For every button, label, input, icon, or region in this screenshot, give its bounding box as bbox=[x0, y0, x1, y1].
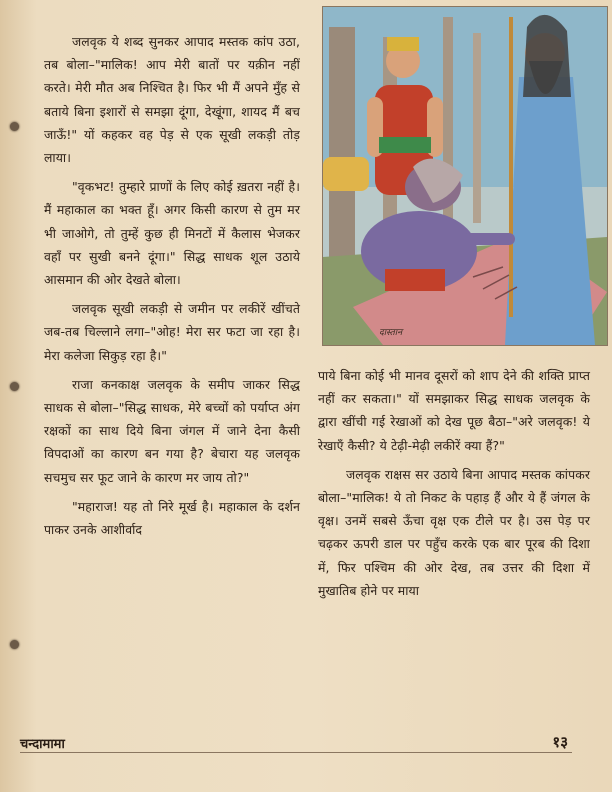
paragraph: "वृकभट! तुम्हारे प्राणों के लिए कोई ख़तरा नहीं है। मैं महाकाल का भक्त हूँ। अगर किसी कारण से तुम मर भी जाओगे, तो तुम्हें कुछ ही मिनटों में कैलास भेजकर वहाँ पर सुखी बनने दूंगा।" सिद्ध साधक शूल उठाये आसमान की ओर देखते बोला। bbox=[44, 179, 300, 288]
page-number: १३ bbox=[552, 733, 568, 751]
footer-divider bbox=[20, 752, 572, 753]
paragraph: जलवृक राक्षस सर उठाये बिना आपाद मस्तक कांपकर बोला–"मालिक! ये तो निकट के पहाड़ हैं और ये हैं जंगल के वृक्ष। उनमें सबसे ऊँचा वृक्ष एक टीले पर है। उस पेड़ पर चढ़कर ऊपरी डाल पर पहुँच करके एक बार पूरब की दिशा में, फिर पश्चिम की ओर देख, तब उत्तर की दिशा में मुखातिब होने पर माया bbox=[318, 466, 590, 598]
paragraph: "महाराज! यह तो निरे मूर्ख है। महाकाल के दर्शन पाकर उनके आशीर्वाद bbox=[44, 498, 300, 538]
story-illustration bbox=[322, 6, 608, 346]
paragraph: जलवृक सूखी लकड़ी से जमीन पर लकीरें खींचते जब-तब चिल्लाने लगा–"ओह! मेरा सर फटा जा रहा है। मेरा कलेजा सिकुड़ रहा है।" bbox=[44, 301, 300, 363]
right-text-column bbox=[318, 364, 590, 608]
paragraph: जलवृक ये शब्द सुनकर आपाद मस्तक कांप उठा, तब बोला–"मालिक! आप मेरी बातों पर यक़ीन नहीं करते। मेरी मौत अब निश्चित है। फिर भी मैं अपने मुँह से बताये बिना इशारों से समझा दूंगा, देखूंगा, शायद मैं बच जाऊँ!" यों कहकर वह पेड़ से एक सूखी लकड़ी तोड़ लाया। bbox=[44, 34, 300, 166]
illustration-drawing bbox=[323, 7, 607, 345]
magazine-name: चन्दामामा bbox=[20, 737, 65, 752]
paragraph: राजा कनकाक्ष जलवृक के समीप जाकर सिद्ध साधक से बोला–"सिद्ध साधक, मेरे बच्चों को पर्याप्त अंग रक्षकों का साथ दिये बिना जंगल में जाने देना कैसी विपदाओं का कारण बन गया है? बेचारा यह जलवृक सचमुच सर फूट जाने के कारण मर जाय तो?" bbox=[44, 376, 300, 485]
artist-signature: दास्तान bbox=[379, 328, 403, 338]
left-text-column bbox=[44, 30, 300, 547]
paragraph: पाये बिना कोई भी मानव दूसरों को शाप देने की शक्ति प्राप्त नहीं कर सकता।" यों समझाकर सिद्ध साधक जलवृक के द्वारा खींची गई रेखाओं को देख पूछ बैठा–"अरे जलवृक! ये रेखाएँ कैसी? ये टेढ़ी-मेढ़ी लकीरें क्या हैं?" bbox=[318, 368, 590, 453]
